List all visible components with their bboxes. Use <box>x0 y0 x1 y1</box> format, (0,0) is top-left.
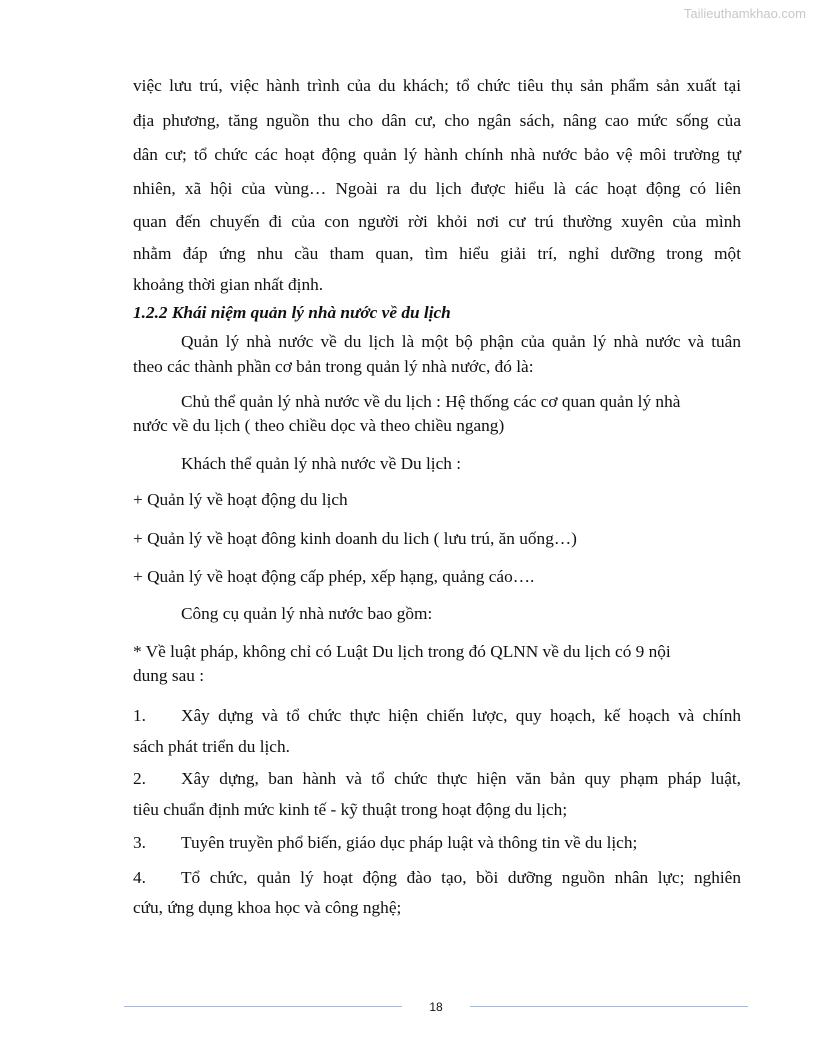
page-footer <box>124 998 748 1018</box>
list-number: 1. <box>133 706 146 725</box>
text-line: khoảng thời gian nhất định. <box>133 275 324 294</box>
section-heading: 1.2.2 Khái niệm quản lý nhà nước về du lịch <box>133 303 451 322</box>
text-line: Chủ thể quản lý nhà nước về du lịch : Hệ thống các cơ quan quản lý nhà <box>181 392 681 411</box>
text-line: sách phát triển du lịch. <box>133 737 290 756</box>
text-line: địa phương, tăng nguồn thu cho dân cư, cho ngân sách, nâng cao mức sống của <box>133 111 741 130</box>
footer-rule-left <box>124 1006 402 1007</box>
text-line: nhằm đáp ứng nhu cầu tham quan, tìm hiểu giải trí, nghỉ dưỡng trong một <box>133 244 741 263</box>
bullet-item: + Quản lý về hoạt động cấp phép, xếp hạng, quảng cáo…. <box>133 567 535 586</box>
footer-rule-right <box>470 1006 748 1007</box>
text-line: Khách thể quản lý nhà nước về Du lịch : <box>181 454 462 473</box>
text-line: theo các thành phần cơ bản trong quản lý nhà nước, đó là: <box>133 357 534 376</box>
text-line: dung sau : <box>133 666 205 685</box>
text-line: tiêu chuẩn định mức kinh tế - kỹ thuật trong hoạt động du lịch; <box>133 800 568 819</box>
text-line: Quản lý nhà nước về du lịch là một bộ phận của quản lý nhà nước và tuân <box>181 332 741 351</box>
text-line: Công cụ quản lý nhà nước bao gồm: <box>181 604 433 623</box>
text-line: việc lưu trú, việc hành trình của du khách; tổ chức tiêu thụ sản phẩm sản xuất tại <box>133 76 741 95</box>
text-line: quan đến chuyến đi của con người rời khỏi nơi cư trú thường xuyên của mình <box>133 212 741 231</box>
bullet-item: + Quản lý về hoạt động du lịch <box>133 490 348 509</box>
list-number: 3. <box>133 833 146 852</box>
bullet-item: + Quản lý về hoạt đông kinh doanh du lich ( lưu trú, ăn uống…) <box>133 529 577 548</box>
watermark: Tailieuthamkhao.com <box>683 6 806 21</box>
text-line: nhiên, xã hội của vùng… Ngoài ra du lịch được hiểu là các hoạt động có liên <box>133 179 741 198</box>
page-number: 18 <box>429 1000 443 1014</box>
list-number: 4. <box>133 868 146 887</box>
text-line: Tuyên truyền phổ biến, giáo dục pháp luật và thông tin về du lịch; <box>181 833 638 852</box>
text-line: Xây dựng và tổ chức thực hiện chiến lược, quy hoạch, kế hoạch và chính <box>181 706 741 725</box>
text-line: * Về luật pháp, không chỉ có Luật Du lịch trong đó QLNN về du lịch có 9 nội <box>133 642 671 661</box>
text-line: dân cư; tổ chức các hoạt động quản lý hành chính nhà nước bảo vệ môi trường tự <box>133 145 741 164</box>
text-line: nước về du lịch ( theo chiều dọc và theo chiều ngang) <box>133 416 505 435</box>
text-line: cứu, ứng dụng khoa học và công nghệ; <box>133 898 402 917</box>
text-line: Xây dựng, ban hành và tổ chức thực hiện văn bản quy phạm pháp luật, <box>181 769 741 788</box>
text-line: Tổ chức, quản lý hoạt động đào tạo, bồi dưỡng nguồn nhân lực; nghiên <box>181 868 741 887</box>
list-number: 2. <box>133 769 146 788</box>
